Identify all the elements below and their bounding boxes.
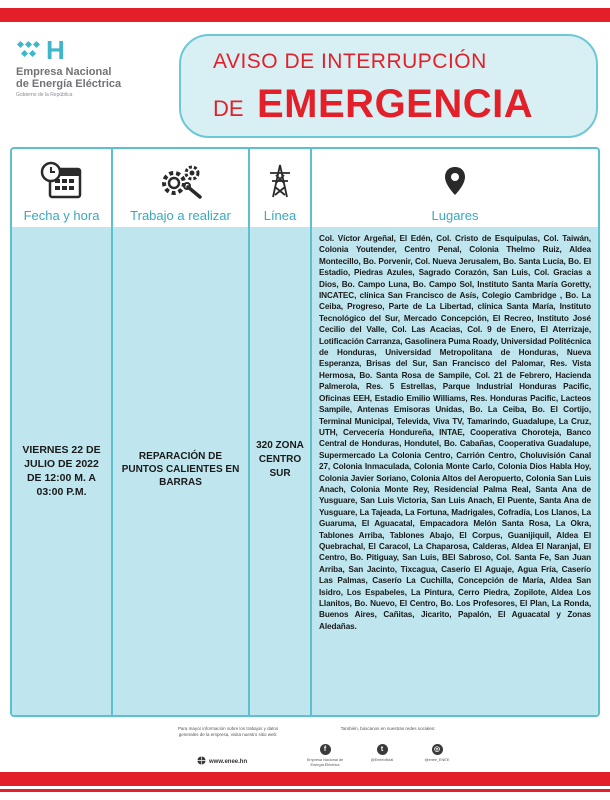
instagram-label: @enee_ENEE: [424, 758, 450, 762]
facebook-label: Empresa Nacional de Energía Eléctrica: [306, 758, 344, 767]
title-emphasis: EMERGENCIA: [257, 82, 534, 126]
cell-fecha: [12, 227, 113, 715]
table-header-row: [12, 149, 598, 227]
bottom-red-line: [0, 789, 610, 792]
company-name-line1: Empresa Nacional: [16, 66, 112, 78]
map-pin-icon: [441, 161, 469, 206]
twitter-label: @Eneeoficial: [370, 758, 394, 762]
calendar-clock-icon: [40, 161, 84, 206]
globe-icon: [197, 756, 206, 767]
header-linea: [250, 149, 312, 227]
logo-stars-icon: [16, 40, 44, 60]
footer-website[interactable]: [197, 756, 247, 767]
cell-linea: [250, 227, 312, 715]
interruption-table: [10, 147, 600, 717]
top-red-bar: [0, 8, 610, 22]
enee-logo: [16, 35, 176, 98]
header-trabajo-label: Trabajo a realizar: [130, 208, 231, 223]
company-name-line2: de Energía Eléctrica: [16, 78, 122, 90]
gears-wrench-icon: [158, 161, 204, 206]
header-fecha-label: Fecha y hora: [23, 208, 100, 223]
website-link[interactable]: www.enee.hn: [209, 758, 248, 765]
social-twitter[interactable]: [357, 744, 407, 763]
social-instagram[interactable]: [412, 744, 462, 763]
bottom-red-bar: [0, 772, 610, 786]
header-lugares: [312, 149, 598, 227]
cell-lugares: [312, 227, 598, 715]
header-fecha: [12, 149, 113, 227]
footer-social-label: También, búscanos en nuestras redes sociales:: [340, 726, 436, 731]
logo-letter: H: [46, 35, 65, 65]
power-tower-icon: [266, 161, 294, 206]
trabajo-value: REPARACIÓN DE PUNTOS CALIENTES EN BARRAS: [121, 451, 240, 488]
footer-info-text: Para mayor información sobre los trabajos y datos generales de la empresa, visita nuestro sitio web:: [177, 726, 279, 737]
linea-value: 320 ZONA CENTRO SUR: [256, 440, 304, 479]
title-line1: AVISO DE INTERRUPCIÓN: [213, 50, 487, 73]
lugares-value: Col. Víctor Argeñal, El Edén, Col. Cristo de Esquipulas, Col. Taiwán, Colonia Youtender, Centro Penal, Colonia Thelmo Ruiz, Aldea Montecillo, Bo. Porvenir, Col. Nueva Jerusalem, Bo. Santa Lucía, Bo. El Estadio, Piedras Azules, Sagrado Corazón, San Luis, Col. Gracias a Dios, Bo. Campo Luna, Bo. Campo Sol, Instituto Santa María Goretty, INCATEC, clínica San Francisco de Asís, Colegio Cambridge , Bo. La Ceiba, Progreso, Parte de La Libertad, clínica Santa María, Instituto Tecnológico del Sur, Mercado Concepción, El Recreo, Instituto José Cecilio del Valle, Col. Las Acacias, Col. 9 de Enero, El Aterrizaje, Lotificación Carranza, Gasolinera Puma Roady, Universidad Politécnica de Honduras, Universidad Metropolitana de Honduras, Nueva Esperanza, Brisas del Sur, San Francisco del Palomar, Res. Vista Hermosa, Bo. Santa Rosa de Sampile, Col. 21 de Febrero, Hacienda Palmerola, Res. 5 Estrellas, Parque Industrial Honduras Pacific, Oficinas EEH, Estadio Emilio Williams, Res. Honduras Pacific, Lacteos Sampile, Antenas Emisoras Unidas, Bo. La Ceiba, Bo. El Cortijo, Terminal Municipal, Televida, Viva TV, Tamarindo, Guadalupe, La Cruz, UTH, Cervecería Hondureña, INTAE, Cooperativa Choroteja, Banco Central de Honduras, Hondutel, Bo. Cabañas, Cooperativa Guadalupe, Supermercado La Colonia Centro, Carrión Centro, Choluvisión Canal 27, Colonia Inmaculada, Colonia Monte Carlo, Colonia Dios Habla Hoy, Colonia Javier Soriano, Colonia Altos del Aeropuerto, Colonia San Luis Anach, Colonia Monte Rey, Residencial Palma Real, Santa Ana de Yusguare, San Luis Victoria, San Luis Anach, El Puente, Santa Ana de Yusguare, La Tajeada, La Fortuna, Madrigales, Cofradía, Los Llanos, La Guaruma, El Aguacatal, Empacadora Melón Santa Rosa, La Okra, Tablones Arriba, Tablones Abajo, El Corpus, Guanijiquil, Aldea El Quebrachal, El Caracol, La Chaparosa, Calderas, Aldea El Naranjal, El Centro, Bo. Pitiguay, San Luis, BEl Sabroso, Col. Santa Fe, San Juan Arriba, San Jacinto, Tixcagua, Caserío El Aguaje, Agua Fría, Caserío Las Palmas, Caserío La Cuchilla, Concepción de María, Aldea San Isidro, Los Espabeles, La Pintura, Cerro Piedra, Zopilote, Aldea Los Llanitos, Bo. Nuevo, El Centro, Bo. Los Profesores, El Plan, La Ronda, Buenos Aires, Cañitas, Jicarito, Papalón, El Aguacatal y Zonas Aledañas.: [319, 234, 591, 631]
cell-trabajo: [113, 227, 250, 715]
social-facebook[interactable]: [300, 744, 350, 767]
fecha-value: VIERNES 22 DE JULIO DE 2022 DE 12:00 M. A 03:00 P.M.: [22, 444, 101, 498]
title-banner: [179, 34, 598, 138]
header-lugares-label: Lugares: [431, 208, 479, 223]
logo-mark: [16, 35, 176, 65]
twitter-icon[interactable]: t: [377, 744, 388, 755]
title-de: DE: [213, 96, 244, 121]
government-label: Gobierno de la República: [16, 92, 73, 98]
header-trabajo: [113, 149, 250, 227]
table-row: [12, 227, 598, 715]
header-linea-label: Línea: [263, 208, 297, 223]
facebook-icon[interactable]: f: [320, 744, 331, 755]
instagram-icon[interactable]: ◎: [432, 744, 443, 755]
